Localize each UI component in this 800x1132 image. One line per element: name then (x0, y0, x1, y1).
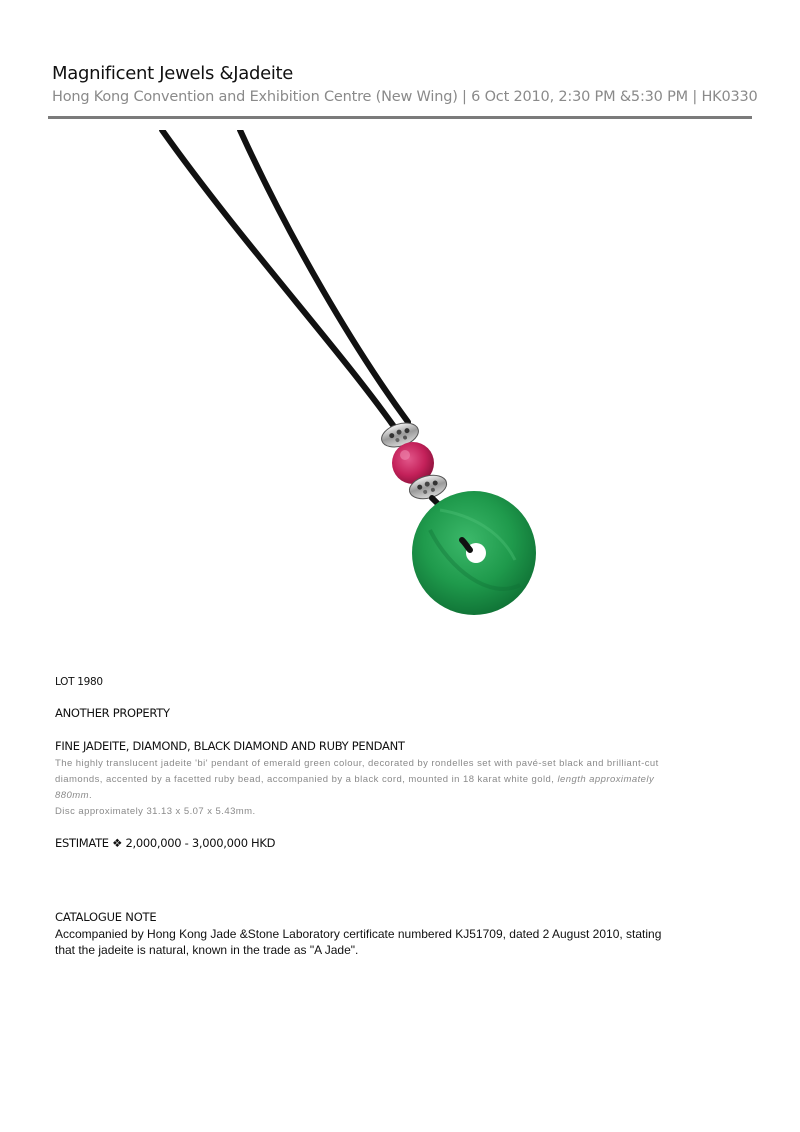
description-text: The highly translucent jadeite 'bi' pendant of emerald green colour, decorated by rondelles set with pavé-set black and brilliant-cut diamonds, accented by a facetted ruby bead, accompanied by a black cord, mounted in 18 karat white gold, length approximately 880mm. (55, 758, 659, 801)
catalogue-note-body: Accompanied by Hong Kong Jade &Stone Laboratory certificate numbered KJ51709, dated 2 August 2010, stating that the jadeite is natural, known in the trade as "A Jade". (55, 927, 662, 957)
catalogue-note-heading: CATALOGUE NOTE (55, 910, 157, 924)
sale-title: Magnificent Jewels &Jadeite (52, 63, 294, 84)
sale-subtitle: Hong Kong Convention and Exhibition Centre (New Wing) | 6 Oct 2010, 2:30 PM &5:30 PM | HK0330 (52, 89, 758, 105)
header-divider (48, 116, 752, 119)
estimate: ESTIMATE ❖ 2,000,000 - 3,000,000 HKD (55, 836, 276, 850)
cord-left (162, 130, 395, 428)
disc-dimensions: Disc approximately 31.13 x 5.07 x 5.43mm. (55, 806, 256, 817)
lot-number: LOT 1980 (55, 676, 103, 688)
cord-right (240, 130, 408, 422)
property-label: ANOTHER PROPERTY (55, 706, 170, 720)
lot-title: FINE JADEITE, DIAMOND, BLACK DIAMOND AND RUBY PENDANT (55, 739, 405, 753)
lot-description (55, 756, 680, 820)
page-header (52, 62, 758, 108)
length-note: length approximately 880mm (55, 774, 655, 801)
pendant-image (140, 130, 580, 640)
